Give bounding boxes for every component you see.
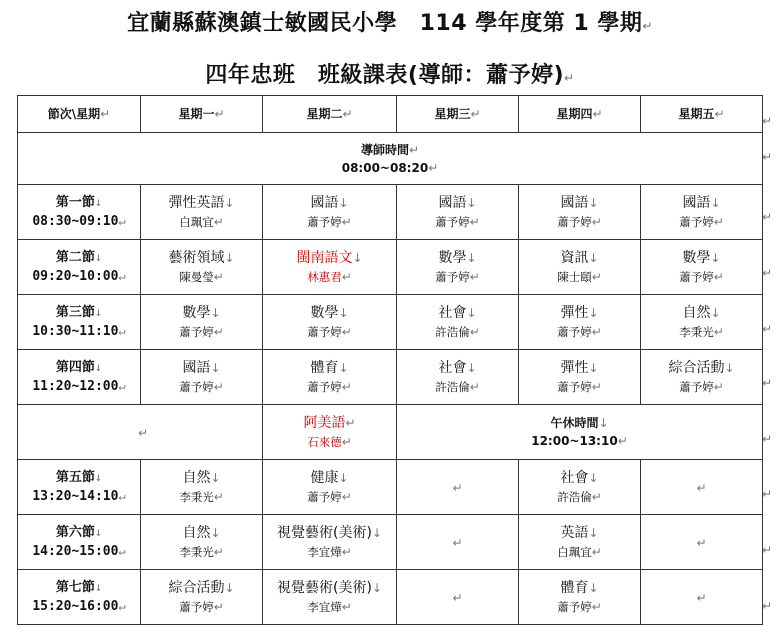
period-name: 第三節 [55,305,95,320]
class-cell [263,460,397,515]
table-row [18,185,763,240]
line-break-icon: ↓ [94,580,103,594]
class-cell [641,460,763,515]
line-break-icon: ↓ [588,581,599,595]
class-cell [519,460,641,515]
line-break-icon: ↓ [338,306,349,320]
line-break-icon: ↓ [710,196,721,210]
subject: 視覺藝術(美術) [277,580,372,596]
paragraph-mark-icon: ↵ [564,71,575,85]
teacher: 李宜燁 [307,545,342,559]
period-cell [18,185,141,240]
day-header [263,96,397,133]
teacher: 蕭予婷 [307,490,342,504]
teacher: 白珮宜 [179,215,214,229]
teacher: 李秉光 [179,545,214,559]
cell-mark-icon: ↵ [452,480,463,495]
cell-mark-icon: ↵ [100,107,111,121]
line-break-icon: ↓ [210,306,221,320]
teacher: 蕭予婷 [307,325,342,339]
class-cell [141,350,263,405]
teacher: 蕭予婷 [679,270,714,284]
cell-mark-icon: ↵ [591,215,602,229]
subject: 自然 [182,525,211,541]
teacher: 李秉光 [179,490,214,504]
line-break-icon: ↓ [588,306,599,320]
cell-mark-icon: ↵ [341,600,352,614]
line-break-icon: ↓ [598,416,609,430]
line-break-icon: ↓ [94,250,103,264]
subject: 藝術領域 [168,250,225,266]
teacher: 蕭予婷 [435,215,470,229]
cell-mark-icon: ↵ [452,535,463,550]
line-break-icon: ↓ [94,195,103,209]
line-break-icon: ↓ [224,251,235,265]
cell-mark-icon: ↵ [696,590,707,605]
cell-mark-icon: ↵ [118,599,126,613]
teacher: 蕭予婷 [557,215,592,229]
school-title-text: 宜蘭縣蘇澳鎮士敏國民小學 114 學年度第 1 學期 [127,11,643,36]
subject: 自然 [182,470,211,486]
corner-header [18,96,141,133]
cell-mark-icon: ↵ [591,325,602,339]
period-name: 第二節 [55,250,95,265]
class-cell [519,570,641,625]
subject: 社會 [438,360,467,376]
class-cell [519,350,641,405]
period-name: 第六節 [55,525,95,540]
subject: 數學 [438,250,467,266]
teacher: 許浩倫 [435,380,470,394]
line-break-icon: ↓ [466,251,477,265]
header-label: 星期四 [556,107,593,121]
period-time: 13:20~14:10 [32,489,119,504]
teacher: 蕭予婷 [679,380,714,394]
class-cell [263,185,397,240]
line-break-icon: ↓ [588,251,599,265]
table-row [18,295,763,350]
teacher: 陳曼瑩 [179,270,214,284]
period-time: 09:20~10:00 [32,269,119,284]
class-cell [641,350,763,405]
subject: 體育 [310,360,339,376]
cell-mark-icon: ↵ [469,380,480,394]
cell-mark-icon: ↵ [342,107,353,121]
class-cell [141,185,263,240]
subject: 國語 [560,195,589,211]
cell-mark-icon: ↵ [214,107,225,121]
cell-mark-icon: ↵ [470,107,481,121]
class-cell [641,185,763,240]
subject: 綜合活動 [668,360,725,376]
paragraph-mark-icon: ↵ [642,19,653,33]
cell-mark-icon: ↵ [341,270,352,284]
class-cell [263,240,397,295]
line-break-icon: ↓ [371,581,382,595]
teacher: 石來德 [307,435,342,449]
cell-mark-icon: ↵ [213,600,224,614]
subject: 國語 [438,195,467,211]
period-name: 第七節 [55,580,95,595]
cell-mark-icon: ↵ [341,215,352,229]
cell-mark-icon: ↵ [452,590,463,605]
period-time: 10:30~11:10 [32,324,119,339]
teacher: 李宜燁 [307,600,342,614]
teacher: 蕭予婷 [435,270,470,284]
period-time: 15:20~16:00 [32,599,119,614]
subject: 社會 [438,305,467,321]
line-break-icon: ↓ [466,196,477,210]
cell-mark-icon: ↵ [213,490,224,504]
row-end-mark-icon: ↵ [762,114,773,128]
subject: 數學 [682,250,711,266]
teacher: 蕭予婷 [557,380,592,394]
lunch-label: 午休時間 [550,416,599,430]
line-break-icon: ↓ [94,525,103,539]
header-label: 星期三 [434,107,471,121]
cell-mark-icon: ↵ [118,214,126,228]
teacher: 蕭予婷 [307,380,342,394]
line-break-icon: ↓ [224,581,235,595]
class-cell [641,570,763,625]
cell-mark-icon: ↵ [341,490,352,504]
class-cell [263,295,397,350]
period-cell [18,515,141,570]
line-break-icon: ↓ [224,196,235,210]
row-end-mark-icon: ↵ [762,210,773,224]
subject: 國語 [310,195,339,211]
line-break-icon: ↓ [588,471,599,485]
period-cell [18,295,141,350]
class-cell [263,350,397,405]
period-cell [18,350,141,405]
teacher: 蕭予婷 [179,325,214,339]
cell-mark-icon: ↵ [118,544,126,558]
line-break-icon: ↓ [352,251,363,265]
period-time: 11:20~12:00 [32,379,119,394]
subject: 國語 [182,360,211,376]
subject: 資訊 [560,250,589,266]
subject: 數學 [182,305,211,321]
class-cell [641,515,763,570]
header-label: 星期二 [306,107,343,121]
teacher: 許浩倫 [557,490,592,504]
cell-mark-icon: ↵ [341,325,352,339]
cell-mark-icon: ↵ [696,480,707,495]
table-row [18,240,763,295]
cell-mark-icon: ↵ [714,107,725,121]
period-time: 08:30~09:10 [32,214,119,229]
cell-mark-icon: ↵ [713,270,724,284]
table-row [18,515,763,570]
line-break-icon: ↓ [371,526,382,540]
period-cell [18,570,141,625]
day-header [141,96,263,133]
class-cell [397,350,519,405]
period-cell [18,240,141,295]
row-end-mark-icon: ↵ [762,376,773,390]
row-end-mark-icon: ↵ [762,266,773,280]
cell-mark-icon: ↵ [213,545,224,559]
day-header [519,96,641,133]
cell-mark-icon: ↵ [341,380,352,394]
homeroom-row [18,133,763,185]
teacher: 蕭予婷 [679,215,714,229]
subject: 英語 [560,525,589,541]
subject: 體育 [560,580,589,596]
teacher: 蕭予婷 [179,600,214,614]
table-row [18,350,763,405]
teacher: 林惠君 [307,270,342,284]
cell-mark-icon: ↵ [138,425,149,440]
homeroom-time: 08:00~08:20 [341,160,429,175]
line-break-icon: ↓ [338,471,349,485]
homeroom-label: 導師時間 [360,142,409,157]
subject: 數學 [310,305,339,321]
line-break-icon: ↓ [338,361,349,375]
line-break-icon: ↓ [210,526,221,540]
lunch-break-cell [397,405,763,460]
cell-mark-icon: ↵ [591,545,602,559]
school-title [0,6,780,37]
line-break-icon: ↓ [588,526,599,540]
line-break-icon: ↓ [210,361,221,375]
cell-mark-icon: ↵ [213,325,224,339]
class-cell [397,240,519,295]
header-label: 星期一 [178,107,215,121]
class-cell [141,460,263,515]
class-cell [263,570,397,625]
homeroom-cell [18,133,763,185]
cell-mark-icon: ↵ [213,270,224,284]
row-end-mark-icon: ↵ [762,543,773,557]
lunch-empty-cell [18,405,263,460]
day-header [397,96,519,133]
subject: 彈性 [560,360,589,376]
class-cell [641,240,763,295]
period-name: 第一節 [55,195,95,210]
cell-mark-icon: ↵ [713,215,724,229]
class-cell [397,185,519,240]
cell-mark-icon: ↵ [469,215,480,229]
cell-mark-icon: ↵ [592,107,603,121]
line-break-icon: ↓ [338,196,349,210]
class-cell [141,515,263,570]
day-header [641,96,763,133]
line-break-icon: ↓ [94,360,103,374]
cell-mark-icon: ↵ [118,324,126,338]
class-cell [397,515,519,570]
row-end-mark-icon: ↵ [762,599,773,613]
cell-mark-icon: ↵ [469,325,480,339]
class-cell [397,570,519,625]
cell-mark-icon: ↵ [213,215,224,229]
line-break-icon: ↓ [94,470,103,484]
row-end-mark-icon: ↵ [762,487,773,501]
line-break-icon: ↓ [466,361,477,375]
header-label: 節次\星期 [47,107,101,121]
subject: 彈性 [560,305,589,321]
subject: 健康 [310,470,339,486]
lunch-row [18,405,763,460]
cell-mark-icon: ↵ [118,379,126,393]
line-break-icon: ↓ [588,361,599,375]
lunch-time: 12:00~13:10 [531,434,618,448]
teacher: 陳士頤 [557,270,592,284]
period-name: 第五節 [55,470,95,485]
teacher: 蕭予婷 [557,325,592,339]
class-cell [141,240,263,295]
subject: 彈性英語 [168,195,225,211]
line-break-icon: ↓ [94,305,103,319]
cell-mark-icon: ↵ [345,416,356,430]
teacher: 李秉光 [679,325,714,339]
class-cell [519,515,641,570]
cell-mark-icon: ↵ [341,545,352,559]
teacher: 蕭予婷 [179,380,214,394]
class-cell [641,295,763,350]
line-break-icon: ↓ [466,306,477,320]
special-class-cell [263,405,397,460]
teacher: 白珮宜 [557,545,592,559]
subject: 自然 [682,305,711,321]
cell-mark-icon: ↵ [591,490,602,504]
cell-mark-icon: ↵ [408,142,420,157]
class-title [0,58,780,89]
line-break-icon: ↓ [724,361,735,375]
cell-mark-icon: ↵ [713,380,724,394]
subject: 閩南語文 [296,250,353,266]
period-time: 14:20~15:00 [32,544,119,559]
period-cell [18,460,141,515]
teacher: 許浩倫 [435,325,470,339]
row-end-mark-icon: ↵ [762,150,773,164]
class-cell [519,240,641,295]
table-row [18,460,763,515]
cell-mark-icon: ↵ [213,380,224,394]
cell-mark-icon: ↵ [713,325,724,339]
class-cell [141,295,263,350]
class-title-text: 四年忠班 班級課表(導師：蕭予婷) [205,63,565,88]
cell-mark-icon: ↵ [617,434,628,448]
period-name: 第四節 [55,360,95,375]
class-cell [519,185,641,240]
cell-mark-icon: ↵ [118,269,126,283]
subject: 綜合活動 [168,580,225,596]
header-row [18,96,763,133]
row-end-mark-icon: ↵ [762,322,773,336]
row-end-mark-icon: ↵ [762,432,773,446]
cell-mark-icon: ↵ [591,270,602,284]
cell-mark-icon: ↵ [591,380,602,394]
line-break-icon: ↓ [588,196,599,210]
header-label: 星期五 [678,107,715,121]
class-cell [141,570,263,625]
subject: 國語 [682,195,711,211]
cell-mark-icon: ↵ [341,435,352,449]
subject: 視覺藝術(美術) [277,525,372,541]
cell-mark-icon: ↵ [428,160,439,175]
teacher: 蕭予婷 [557,600,592,614]
line-break-icon: ↓ [710,251,721,265]
subject: 阿美語 [303,415,346,431]
cell-mark-icon: ↵ [696,535,707,550]
table-row [18,570,763,625]
line-break-icon: ↓ [210,471,221,485]
subject: 社會 [560,470,589,486]
cell-mark-icon: ↵ [118,489,126,503]
class-cell [263,515,397,570]
teacher: 蕭予婷 [307,215,342,229]
timetable [17,95,763,625]
cell-mark-icon: ↵ [591,600,602,614]
class-cell [397,295,519,350]
class-cell [397,460,519,515]
class-cell [519,295,641,350]
line-break-icon: ↓ [710,306,721,320]
cell-mark-icon: ↵ [469,270,480,284]
